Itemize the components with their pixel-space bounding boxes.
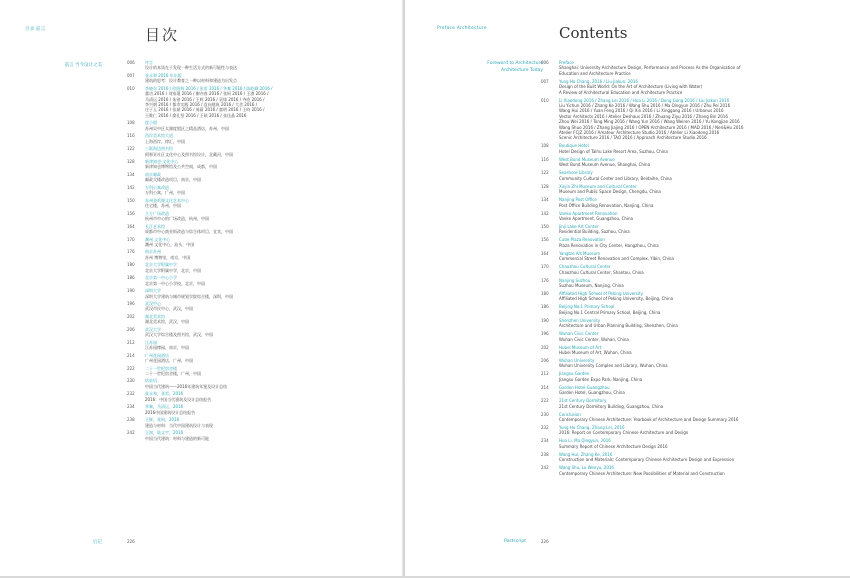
toc-page-number: 238 bbox=[541, 451, 549, 457]
toc-entry-title: 南京邮政 bbox=[145, 171, 161, 177]
toc-entry-subtitle: Vanke Apartment, Guangzhou, China bbox=[559, 215, 634, 221]
toc-page-number: 116 bbox=[127, 133, 135, 139]
toc-entry-subtitle: Summary Report of Chinese Architecture Design 2016 bbox=[559, 443, 668, 449]
toc-entry-subtitle: Wang Hui 2016 / Yuan Feng 2016 / Qi Xin 2016 / Li Xinggang 2016 / Urbanus 2016 bbox=[559, 108, 724, 114]
toc-entry bbox=[127, 301, 272, 312]
toc-page-number: 007 bbox=[127, 72, 135, 78]
toc-entry-title: Nanjing Suzhou bbox=[559, 277, 591, 283]
toc-entry-title: 度小假 bbox=[145, 120, 157, 126]
toc-entry-subtitle: 苏州 博物馆，南京，中国 bbox=[145, 254, 191, 260]
toc-entry bbox=[541, 156, 743, 168]
toc-list-zh bbox=[127, 60, 273, 443]
toc-entry bbox=[127, 146, 272, 157]
toc-entry-title: Boutique Hotel bbox=[559, 143, 589, 149]
toc-entry-title: Garden Hotel Guangzhou bbox=[559, 384, 610, 390]
toc-entry bbox=[541, 438, 743, 449]
toc-page-number: 222 bbox=[541, 398, 549, 404]
toc-page-number: 010 bbox=[541, 97, 549, 103]
toc-entry-subtitle: A Review of Architectural Education and Architecture Practice bbox=[559, 89, 683, 95]
toc-entry bbox=[541, 78, 743, 95]
toc-entry-subtitle: 万科公寓，广州，中国 bbox=[145, 190, 185, 196]
left-footer-page: 226 bbox=[127, 539, 135, 544]
toc-entry-title: 北京第一中心小学 bbox=[145, 275, 177, 281]
toc-entry bbox=[541, 264, 743, 275]
toc-entry-title: 结束语 bbox=[145, 378, 157, 384]
toc-entry-title: Wuhan Civic Center bbox=[559, 331, 599, 337]
toc-page-number: 134 bbox=[541, 197, 549, 203]
toc-entry bbox=[541, 250, 743, 262]
toc-entry-title: West Bund Museum Avenue bbox=[559, 156, 615, 162]
toc-entry-title: 万科公寓改造 bbox=[145, 184, 169, 190]
toc-entry-subtitle: Jiangsu Garden Expo Park, Nanjing, China bbox=[559, 376, 643, 382]
toc-entry bbox=[541, 451, 743, 463]
toc-entry-title: 李晓东 2016 / 欧阳辉 2016 / 张雷 2016 / 华黎 2016 / 陈屹峰 2016 / bbox=[145, 85, 273, 91]
toc-entry bbox=[127, 262, 272, 273]
toc-page-number: 212 bbox=[127, 339, 135, 345]
toc-entry bbox=[127, 339, 272, 351]
right-footer-label: Postscript bbox=[504, 539, 526, 544]
toc-page-number: 006 bbox=[127, 60, 135, 65]
toc-entry-title: Seashore Library bbox=[559, 170, 593, 176]
toc-page-number: 108 bbox=[127, 120, 135, 126]
toc-entry-title: 新津知也·文化中心 bbox=[145, 159, 179, 165]
toc-entry bbox=[127, 365, 272, 377]
toc-entry-subtitle: Hotel Design of Taihu Lake Resort Area, Suzhou, China bbox=[559, 148, 668, 154]
toc-page-number: 142 bbox=[541, 210, 549, 216]
toc-entry-title: 苏州金鸡湖文化艺术中心 bbox=[145, 197, 189, 203]
toc-entry bbox=[127, 288, 272, 299]
toc-page-number: 202 bbox=[541, 344, 549, 350]
toc-entry-subtitle: Beijing No.1 Central Primary School, Beijing, China bbox=[559, 309, 661, 315]
toc-page-number: 196 bbox=[127, 301, 135, 307]
toc-entry-subtitle: 马清运 2016 / 朱锫 2016 / 王辉 2016 / 袁烽 2016 / 齐欣 2016 / bbox=[145, 96, 265, 102]
toc-entry bbox=[541, 384, 743, 396]
toc-entry-title: 武汉大学 bbox=[145, 326, 161, 332]
right-side-label-2: Architecture Today bbox=[501, 68, 543, 73]
toc-entry bbox=[127, 275, 272, 286]
toc-page-number: 230 bbox=[541, 411, 549, 417]
toc-entry-subtitle: Construction and Materials: Contemporary Chinese Architecture Design and Expression bbox=[559, 457, 735, 463]
toc-entry bbox=[541, 170, 743, 181]
toc-entry bbox=[541, 210, 743, 222]
toc-page-number: 006 bbox=[541, 60, 549, 65]
toc-page-number: 232 bbox=[541, 425, 549, 430]
toc-entry-title: Jinji Lake Art Center bbox=[559, 223, 599, 229]
right-page bbox=[405, 0, 850, 576]
toc-entry-title: Jiangsu Garden bbox=[559, 371, 590, 377]
toc-entry-subtitle: 中国当代建筑——2016年建筑年鉴及设计总结 bbox=[145, 383, 228, 389]
toc-page-number: 206 bbox=[127, 326, 135, 332]
toc-entry bbox=[127, 184, 272, 196]
toc-page-number: 164 bbox=[541, 250, 549, 256]
toc-page-number: 156 bbox=[127, 210, 135, 216]
toc-page-number: 164 bbox=[127, 223, 135, 229]
toc-entry bbox=[541, 290, 743, 302]
toc-entry-subtitle: Wuhan University Complex and Library, Wuhan, China bbox=[559, 363, 668, 369]
toc-page-number: 222 bbox=[127, 365, 135, 371]
toc-entry bbox=[127, 197, 272, 209]
toc-entry-subtitle: 上海西岸，徐汇，中国 bbox=[145, 138, 185, 144]
page-title-en: Contents bbox=[559, 24, 628, 42]
toc-entry-subtitle: 武汉市民中心，武汉，中国 bbox=[145, 306, 193, 312]
toc-entry-title: Hubei Museum of Art bbox=[559, 344, 602, 350]
toc-page-number: 202 bbox=[127, 313, 135, 319]
toc-page-number: 234 bbox=[127, 404, 135, 410]
toc-entry-title: 二十一世纪宿舍楼 bbox=[145, 365, 177, 371]
toc-entry-subtitle: Education and Architecture Practice bbox=[559, 70, 631, 76]
toc-entry bbox=[541, 371, 743, 382]
toc-entry-subtitle: 广州花园酒店，广州，中国 bbox=[145, 358, 193, 364]
toc-entry bbox=[127, 249, 272, 260]
toc-entry-title: Vanke Apartment Renovation bbox=[559, 210, 618, 216]
toc-entry-title: 湖北美术馆 bbox=[145, 313, 165, 319]
toc-page-number: 128 bbox=[541, 183, 549, 189]
toc-entry-subtitle: Contemporary Chinese Architecture: New Possibilities of Material and Construction bbox=[559, 470, 725, 476]
toc-page-number: 212 bbox=[541, 371, 549, 377]
toc-entry bbox=[541, 331, 743, 342]
toc-page-number: 142 bbox=[127, 184, 135, 190]
toc-page-number: 206 bbox=[541, 357, 549, 363]
toc-page-number: 122 bbox=[541, 170, 549, 176]
toc-entry-subtitle: Contemporary Chinese Architecture: Yearbook of Architecture and Design Summary 2016 bbox=[559, 417, 739, 422]
toc-entry-title: Li Xiaodong 2016 / Zhang Lei 2016 / Hua Li 2016 / Dong Gong 2016 / Liu Jiakun 2016 bbox=[559, 97, 730, 103]
toc-entry bbox=[127, 352, 272, 364]
toc-entry-subtitle: Garden Hotel, Guangzhou, China bbox=[559, 390, 625, 396]
toc-page-number: 232 bbox=[127, 391, 135, 397]
toc-entry-title: 华黎，马清运，2016 bbox=[145, 404, 184, 410]
toc-entry-subtitle: 设计的本质在于发现一种生活方式的新可能性与表达 bbox=[145, 65, 237, 71]
left-header: 目录 前言 bbox=[25, 27, 46, 32]
toc-entry-subtitle: 董功 2016 / 刘家琨 2016 / 柳亦春 2016 / 张轲 2016 / 王澍 2016 / bbox=[145, 91, 269, 97]
toc-entry bbox=[127, 72, 272, 84]
toc-page-number: 242 bbox=[541, 465, 549, 471]
toc-page-number: 128 bbox=[127, 159, 135, 165]
toc-page-number: 176 bbox=[541, 277, 549, 283]
toc-entry-title: 深圳大学 bbox=[145, 288, 161, 294]
toc-page-number: 007 bbox=[541, 78, 549, 84]
toc-page-number: 122 bbox=[127, 146, 135, 152]
toc-entry-subtitle: 2016：中国当代建筑及设计总结报告 bbox=[145, 396, 212, 402]
page-title-zh: 目次 bbox=[145, 26, 180, 44]
toc-page-number: 186 bbox=[127, 275, 135, 281]
toc-page-number: 150 bbox=[127, 197, 135, 203]
toc-entry-subtitle: Suzhou Museum, Nanjing, China bbox=[559, 282, 624, 288]
toc-entry-title: Yangtze Art Museum bbox=[559, 250, 601, 256]
toc-entry bbox=[541, 304, 743, 315]
toc-entry-title: Shenzhen University bbox=[559, 317, 601, 323]
toc-entry-subtitle: 成都市中心商业街改造与综合体项目，宜宾，中国 bbox=[145, 229, 233, 234]
toc-entry-subtitle: 住宅楼，苏州，中国 bbox=[145, 203, 181, 209]
toc-entry-subtitle: 阿那亚社区文化中心及图书馆设计，北戴河，中国 bbox=[145, 151, 233, 157]
toc-entry-subtitle: Liu Yichun 2016 / Zhang Ke 2016 / Wang Shu 2016 / Ma Qingyun 2016 / Zhu Pei 2016 bbox=[559, 103, 731, 109]
toc-page-number: 214 bbox=[127, 352, 135, 358]
left-page bbox=[0, 0, 403, 576]
toc-entry-subtitle: 武汉大学综合楼及图书馆，武汉，中国 bbox=[145, 332, 213, 338]
toc-entry bbox=[127, 60, 272, 71]
toc-entry-title: Affiliated High School of Peking University bbox=[559, 290, 643, 296]
toc-entry-title: Conclusion bbox=[559, 411, 581, 417]
right-side-label-1: Foreword to Architecture bbox=[487, 61, 543, 66]
toc-page-number: 108 bbox=[541, 143, 549, 149]
toc-entry-subtitle: Shanghai: University Architecture Design, Performance and Process As the Organisation of bbox=[559, 65, 741, 71]
toc-entry-subtitle: Zhou Wei 2016 / Tong Ming 2016 / Wang Yun 2016 / Wang Weiren 2016 / Yu Kongjian 2016 bbox=[559, 119, 740, 125]
toc-entry-subtitle: West Bund Museum Avenue, Shanghai, China bbox=[559, 162, 651, 168]
toc-list-en bbox=[541, 60, 744, 479]
toc-entry-title: 南京苏州 bbox=[145, 249, 161, 255]
toc-entry-subtitle: 杭州市中心的广场改造，杭州，中国 bbox=[145, 216, 209, 222]
toc-entry-title: Hua Li, Ma Qingyun, 2016 bbox=[559, 438, 611, 444]
toc-entry bbox=[541, 317, 743, 329]
toc-entry-subtitle: Affiliated High School of Peking University, Beijing, China bbox=[559, 296, 674, 302]
toc-entry-title: 序言 bbox=[145, 60, 153, 65]
toc-entry-subtitle: Residential Building, Suzhou, China bbox=[559, 229, 630, 235]
toc-page-number: 190 bbox=[127, 288, 135, 294]
toc-entry bbox=[541, 411, 743, 423]
toc-entry-title: 广州花园酒店 bbox=[145, 352, 169, 358]
toc-entry-subtitle: Wuhan Civic Center, Wuhan, China bbox=[559, 336, 629, 342]
toc-page-number: 134 bbox=[127, 171, 135, 177]
toc-entry-title: 21st Century Dormitory bbox=[559, 398, 607, 404]
toc-entry-subtitle: 庄子玉 2016 / 张斌 2016 / 周蔚 2016 / 童明 2016 / 王昀 2016 / bbox=[145, 107, 265, 113]
toc-entry-title: 王辉，张轲，2016 bbox=[145, 417, 180, 423]
toc-entry bbox=[127, 171, 272, 183]
toc-entry-title: Yung Ho Chang, 2016 / Liu Jiakun, 2016 bbox=[559, 78, 638, 84]
toc-entry-title: Wang Hui, Zhang Ke, 2016 bbox=[559, 451, 613, 457]
toc-entry-subtitle: 建造与材料：当代中国建筑设计与表现 bbox=[145, 422, 213, 428]
toc-entry bbox=[541, 465, 743, 476]
toc-entry-subtitle: Community Cultural Center and Library, Beidaihe, China bbox=[559, 175, 672, 181]
toc-entry-subtitle: 李兴钢 2016 / 都市实践 2016 / 直向建筑 2016 / 大舍 2016 / bbox=[145, 102, 258, 108]
toc-entry bbox=[127, 159, 272, 170]
toc-entry-title: Wuhan University bbox=[559, 357, 595, 363]
toc-entry-subtitle: 湖北美术馆，武汉，中国 bbox=[145, 319, 189, 325]
toc-entry-title: 王澍，陆文宇，2016 bbox=[145, 430, 184, 436]
toc-entry-subtitle: Vector Architects 2016 / Atelier Deshaus 2016 / Zhuang Ziyu 2016 / Zhang Bin 2016 bbox=[559, 113, 728, 119]
toc-page-number: 196 bbox=[541, 331, 549, 337]
toc-entry-subtitle: 二十一世纪宿舍楼，广州，中国 bbox=[145, 370, 201, 376]
toc-entry-subtitle: 江苏园博园，南京，中国 bbox=[145, 345, 189, 351]
toc-entry-subtitle: Architecture and Urban Planning Building, Shenzhen, China bbox=[559, 323, 678, 329]
toc-page-number: 010 bbox=[127, 85, 135, 91]
toc-page-number: 180 bbox=[541, 290, 549, 296]
toc-entry-title: 三联海边图书馆 bbox=[145, 146, 173, 152]
toc-page-number: 238 bbox=[127, 417, 135, 423]
toc-entry bbox=[541, 223, 743, 235]
toc-entry-subtitle: 潮州 文化中心，汕头，中国 bbox=[145, 241, 195, 247]
toc-entry-title: Beijing No.1 Primary School bbox=[559, 304, 615, 310]
toc-entry bbox=[127, 430, 272, 441]
toc-page-number: 214 bbox=[541, 384, 549, 390]
toc-entry-title: 北京大学附属中学 bbox=[145, 262, 177, 268]
toc-entry-title: Wang Shu, Lu Wenyu, 2016 bbox=[559, 465, 614, 471]
left-footer-label: 后记 bbox=[93, 540, 102, 545]
toc-entry bbox=[127, 223, 272, 235]
toc-entry-subtitle: 深圳大学建筑与城市规划学院综合楼，深圳，中国 bbox=[145, 293, 233, 299]
toc-page-number: 170 bbox=[127, 236, 135, 242]
toc-entry bbox=[127, 404, 272, 415]
toc-entry-subtitle: 邮政大楼改造项目，南京，中国 bbox=[145, 177, 201, 183]
toc-entry bbox=[127, 120, 272, 131]
toc-entry bbox=[541, 344, 743, 356]
toc-entry-subtitle: Hubei Museum of Art, Wuhan, China bbox=[559, 349, 632, 355]
toc-entry bbox=[541, 60, 743, 76]
toc-entry-subtitle: 2016: Report on Contemporary Chinese Architecture and Design bbox=[559, 430, 689, 436]
toc-entry-title: Yung Ho Chang, Zhang Lei, 2016 bbox=[559, 425, 625, 430]
toc-page-number: 230 bbox=[127, 378, 135, 384]
toc-entry-title: 张永和，张雷，2016 bbox=[145, 391, 184, 397]
toc-entry-title: 张永和 2016 年出版 bbox=[145, 72, 182, 78]
toc-entry bbox=[541, 197, 743, 208]
toc-entry-subtitle: 北京第一中心小学校，北京，中国 bbox=[145, 280, 205, 286]
toc-entry-subtitle: 2016中国建筑设计总结报告 bbox=[145, 409, 196, 415]
toc-entry bbox=[541, 183, 743, 195]
toc-entry-title: 西岸美术馆大道 bbox=[145, 133, 173, 139]
toc-entry bbox=[127, 85, 273, 118]
toc-entry-subtitle: 王维仁 2016 / 俞孔坚 2016 / 王硕 2016 / 张佳晶 2016 bbox=[145, 112, 247, 118]
toc-entry bbox=[127, 313, 272, 325]
toc-page-number: 242 bbox=[127, 430, 135, 436]
toc-entry-title: Xinjin Zhi Museum and Cultural Center bbox=[559, 183, 637, 189]
toc-page-number: 176 bbox=[127, 249, 135, 255]
toc-entry bbox=[541, 97, 744, 141]
toc-entry-title: Cube Plaza Renovation bbox=[559, 237, 605, 243]
toc-page-number: 150 bbox=[541, 223, 549, 229]
toc-entry-subtitle: 21st Century Dormitory Building, Guangzhou, China bbox=[559, 403, 664, 409]
toc-entry-subtitle: 建筑的思考：设计教育之一种以材料和建造为出发点 bbox=[145, 78, 237, 84]
toc-entry-subtitle: Museum and Public Space Design, Chengdu, China bbox=[559, 189, 661, 195]
toc-entry bbox=[541, 143, 743, 154]
left-side-label: 前言 当今设计之美 bbox=[64, 63, 102, 68]
toc-page-number: 190 bbox=[541, 317, 549, 323]
toc-entry-title: 武汉中心 bbox=[145, 301, 161, 307]
toc-entry bbox=[127, 210, 272, 222]
toc-entry bbox=[127, 236, 272, 248]
right-header: Preface Architecture bbox=[437, 26, 487, 31]
toc-entry bbox=[127, 378, 272, 389]
right-side-label bbox=[453, 60, 543, 74]
toc-entry-subtitle: Chaozhou Cultural Center, Shantou, China bbox=[559, 269, 644, 275]
toc-entry-title: 立方广场改造 bbox=[145, 210, 169, 216]
toc-page-number: 116 bbox=[541, 156, 549, 162]
toc-page-number: 186 bbox=[541, 304, 549, 310]
toc-entry-subtitle: 中国当代建筑：材料与建造的新可能 bbox=[145, 435, 209, 441]
toc-entry-subtitle: Plaza Renovation in City Center, Hangzhou, China bbox=[559, 242, 659, 248]
toc-entry-title: Nanjing Post Office bbox=[559, 197, 597, 203]
toc-entry bbox=[127, 417, 272, 428]
toc-entry bbox=[127, 391, 272, 402]
toc-entry-subtitle: 新津知也博物馆及公共空间，成都，中国 bbox=[145, 164, 217, 170]
toc-entry bbox=[127, 133, 272, 144]
toc-entry-title: Chaozhou Cultural Center bbox=[559, 264, 611, 270]
toc-entry-title: Preface bbox=[559, 60, 574, 65]
toc-entry bbox=[541, 425, 743, 436]
toc-entry bbox=[541, 398, 743, 409]
toc-entry-subtitle: Wang Shuo 2016 / Zhang Jiajing 2016 / OPEN Architecture 2016 / MAD 2016 / Neri&Hu 2016 bbox=[559, 124, 744, 130]
toc-entry-subtitle: Commercial Street Renovation and Complex, Yibin, China bbox=[559, 256, 674, 262]
toc-entry bbox=[541, 237, 743, 248]
toc-entry-title: 江苏园 bbox=[145, 339, 157, 345]
toc-page-number: 180 bbox=[127, 262, 135, 268]
toc-entry bbox=[127, 326, 272, 338]
toc-page-number: 170 bbox=[541, 264, 549, 270]
toc-page-number: 156 bbox=[541, 237, 549, 243]
toc-entry-title: 潮州 文化中心 bbox=[145, 236, 171, 242]
toc-entry bbox=[541, 357, 743, 369]
toc-entry-subtitle: Atelier FCJZ 2016 / Amateur Architecture Studio 2016 / Atelier Li Xiaodong 2016 bbox=[559, 130, 720, 136]
toc-page-number: 234 bbox=[541, 438, 549, 444]
toc-entry-subtitle: Design of the Built World: On the Art of Architecture (Living with Water) bbox=[559, 84, 703, 90]
toc-entry-subtitle: Scenic Architecture 2016 / TAO 2016 / Approach Architecture Studio 2016 bbox=[559, 135, 707, 141]
toc-entry-subtitle: 苏州吴中区太湖度假区之精品酒店，苏州，中国 bbox=[145, 125, 229, 131]
toc-entry bbox=[541, 277, 743, 289]
right-footer-page: 226 bbox=[541, 539, 549, 544]
toc-entry-subtitle: Post Office Building Renovation, Nanjing, China bbox=[559, 202, 654, 208]
toc-entry-subtitle: 北京大学附属中学，北京，中国 bbox=[145, 267, 201, 273]
toc-entry-title: 长江艺术馆 bbox=[145, 223, 165, 229]
